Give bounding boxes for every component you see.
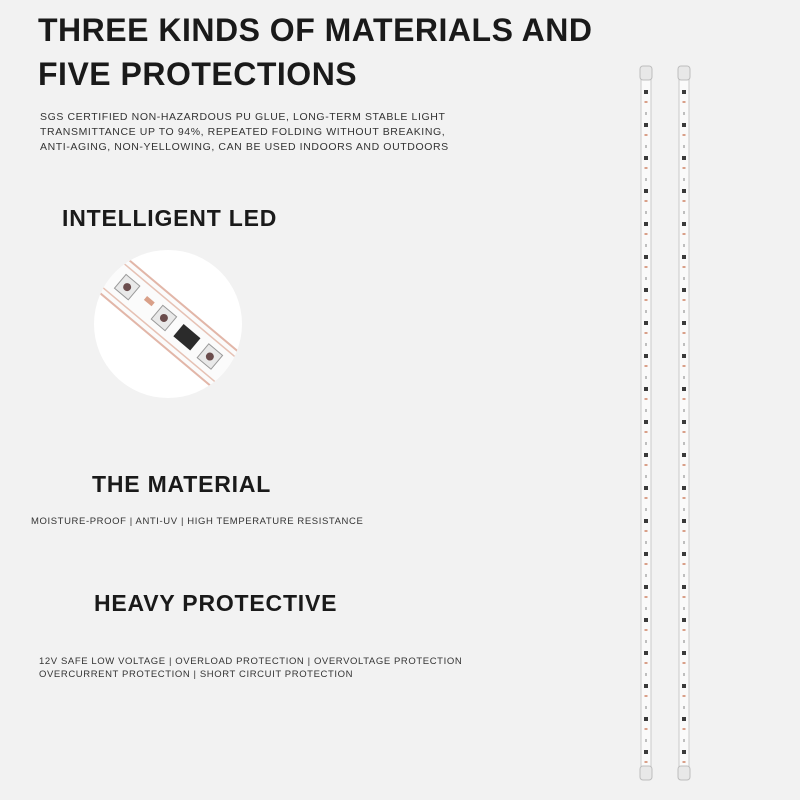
- headline-line-1: THREE KINDS OF MATERIALS AND: [38, 12, 593, 48]
- material-features: MOISTURE-PROOF | ANTI-UV | HIGH TEMPERATURE RESISTANCE: [31, 516, 364, 527]
- intro-line-2: TRANSMITTANCE UP TO 94%, REPEATED FOLDING WITHOUT BREAKING,: [40, 126, 446, 138]
- protection-line-1: 12V SAFE LOW VOLTAGE | OVERLOAD PROTECTION | OVERVOLTAGE PROTECTION: [39, 656, 463, 667]
- led-strip-right: [678, 66, 690, 780]
- intro-line-3: ANTI-AGING, NON-YELLOWING, CAN BE USED INDOORS AND OUTDOORS: [40, 141, 449, 153]
- intro-line-1: SGS CERTIFIED NON-HAZARDOUS PU GLUE, LONG-TERM STABLE LIGHT: [40, 111, 446, 123]
- protection-features: [39, 655, 462, 681]
- protection-line-2: OVERCURRENT PROTECTION | SHORT CIRCUIT PROTECTION: [39, 669, 354, 680]
- section-title-intelligent-led: INTELLIGENT LED: [62, 205, 278, 231]
- headline-line-2: FIVE PROTECTIONS: [38, 56, 358, 92]
- intro-paragraph: [40, 110, 480, 155]
- led-strip-left: [640, 66, 652, 780]
- led-closeup-image: [94, 250, 242, 398]
- led-strip-product-image: [600, 60, 720, 800]
- page-headline: [38, 8, 618, 96]
- section-title-material: THE MATERIAL: [92, 471, 272, 497]
- section-title-heavy-protective: HEAVY PROTECTIVE: [94, 590, 338, 616]
